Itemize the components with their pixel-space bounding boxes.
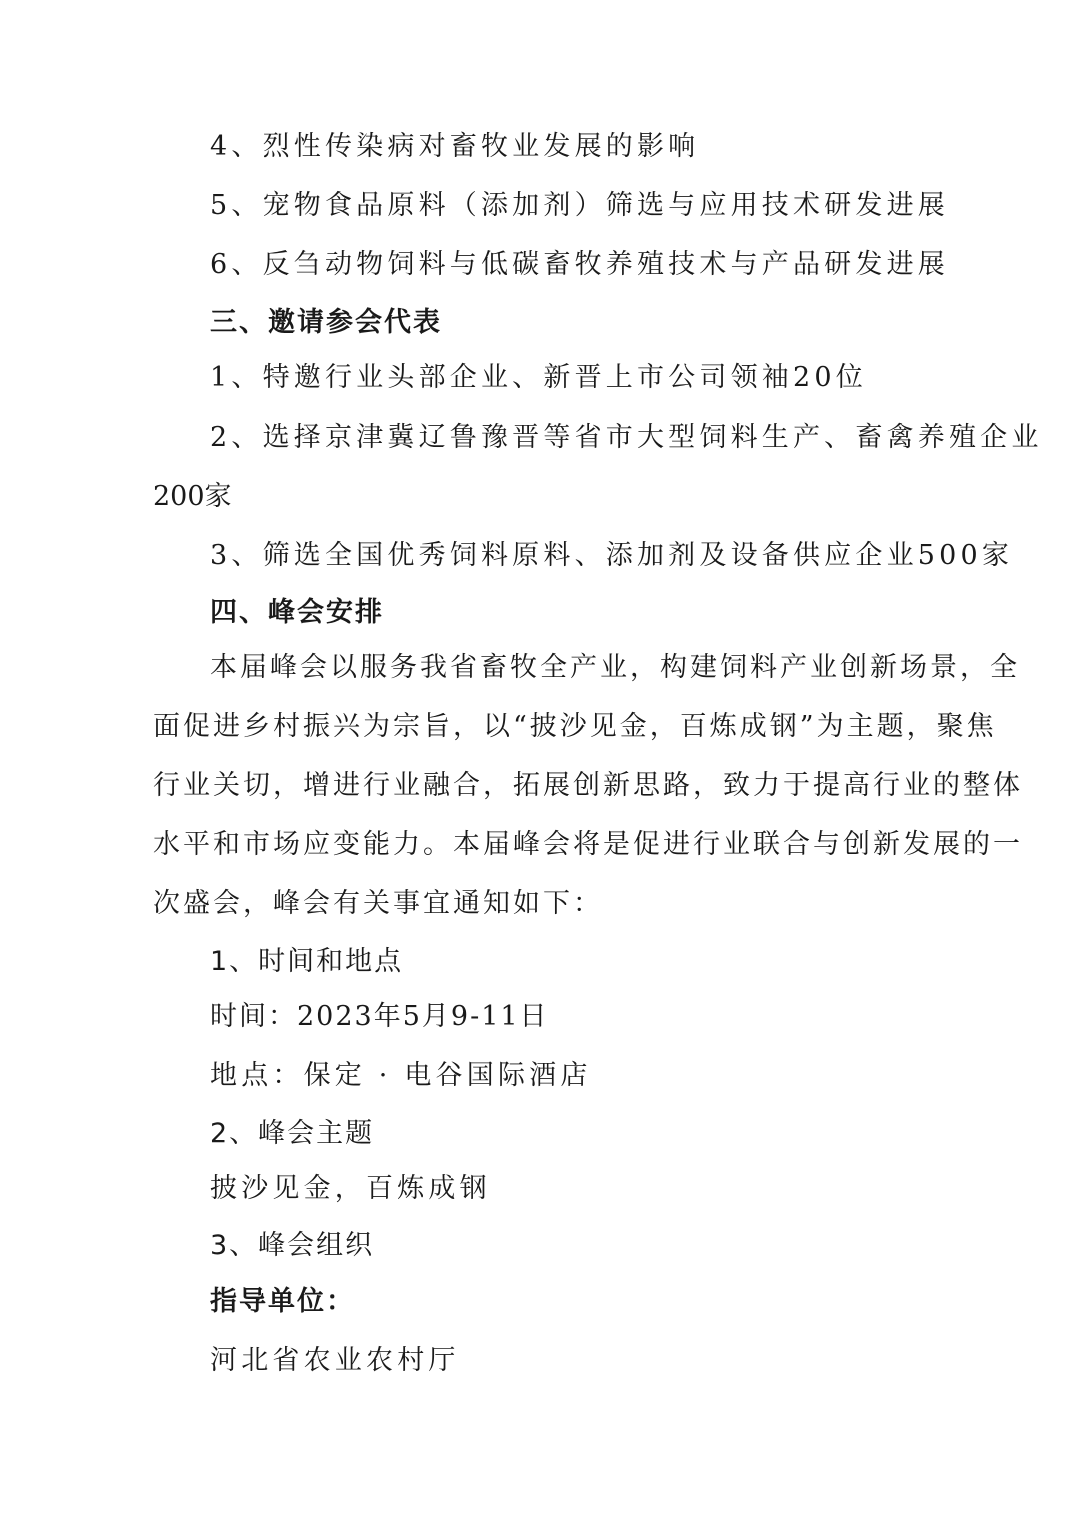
list-item: 2、选择京津冀辽鲁豫晋等省市大型饲料生产、畜禽养殖企业 [210, 422, 1043, 453]
paragraph-line: 面促进乡村振兴为宗旨，以“披沙见金，百炼成钢”为主题，聚焦 [153, 711, 997, 742]
section-heading-arrangement: 四、峰会安排 [210, 597, 384, 628]
event-place: 地点：保定 · 电谷国际酒店 [210, 1060, 592, 1091]
list-item: 1、特邀行业头部企业、新晋上市公司领袖20位 [210, 362, 867, 393]
subheading-organization: 3、峰会组织 [210, 1230, 375, 1261]
paragraph-line: 次盛会，峰会有关事宜通知如下： [153, 888, 603, 919]
paragraph-line: 行业关切，增进行业融合，拓展创新思路，致力于提高行业的整体 [153, 770, 1023, 801]
list-item: 5、宠物食品原料（添加剂）筛选与应用技术研发进展 [210, 190, 949, 221]
event-theme: 披沙见金，百炼成钢 [210, 1173, 491, 1204]
list-item: 6、反刍动物饲料与低碳畜牧养殖技术与产品研发进展 [210, 249, 949, 280]
list-item-continuation: 200家 [153, 481, 232, 512]
section-heading-invite: 三、邀请参会代表 [210, 307, 442, 338]
subheading-time-place: 1、时间和地点 [210, 946, 404, 977]
paragraph-line: 本届峰会以服务我省畜牧全产业，构建饲料产业创新场景，全 [210, 652, 1020, 683]
list-item: 4、烈性传染病对畜牧业发展的影响 [210, 131, 700, 162]
guide-unit-label: 指导单位： [210, 1286, 355, 1317]
guide-unit-name: 河北省农业农村厅 [210, 1345, 460, 1376]
paragraph-line: 水平和市场应变能力。本届峰会将是促进行业联合与创新发展的一 [153, 829, 1023, 860]
subheading-theme: 2、峰会主题 [210, 1118, 375, 1149]
event-time: 时间：2023年5月9-11日 [210, 1001, 549, 1032]
list-item: 3、筛选全国优秀饲料原料、添加剂及设备供应企业500家 [210, 540, 1014, 571]
